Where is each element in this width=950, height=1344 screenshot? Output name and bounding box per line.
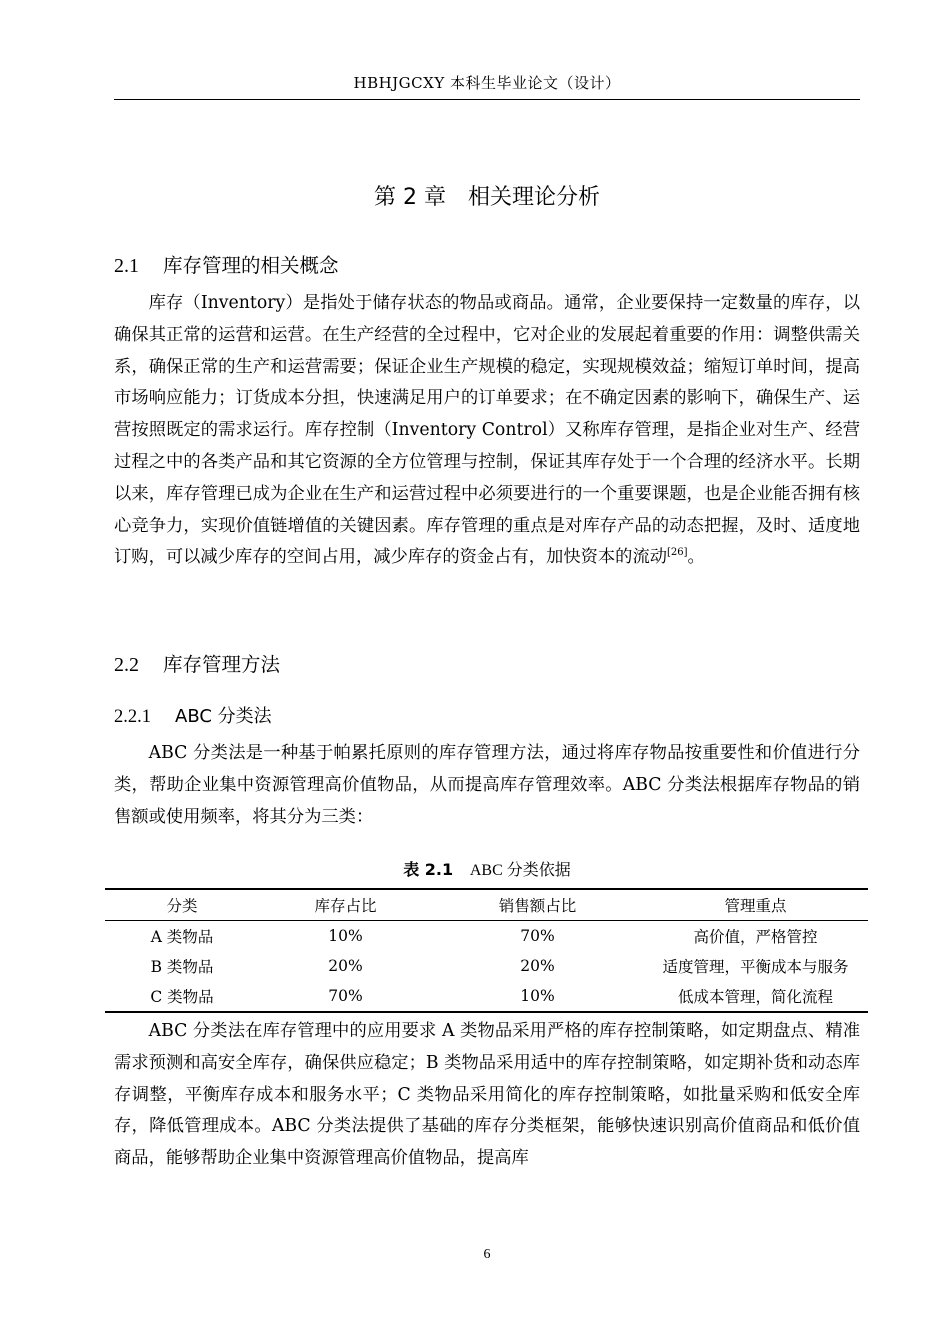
paragraph-text: 库存（Inventory）是指处于储存状态的物品或商品。通常，企业要保持一定数量的库存，以确保其正常的运营和运营。在生产经营的全过程中，它对企业的发展起着重要的作用：调整供需关系，确保正常的生产和运营需要；保证企业生产规模的稳定，实现规模效益；缩短订单时间，提高市场响应能力；订货成本分担，快速满足用户的订单要求；在不确定因素的影响下，确保生产、运营按照既定的需求运行。库存控制（Inventory Control）又称库存管理，是指企业对生产、经营过程之中的各类产品和其它资源的全方位管理与控制，保证其库存处于一个合理的经济水平。长期以来，库存管理已成为企业在生产和运营过程中必须要进行的一个重要课题，也是企业能否拥有核心竞争力，实现价值链增值的关键因素。库存管理的重点是对库存产品的动态把握，及时、适度地订购，可以减少库存的空间占用，减少库存的资金占有，加快资本的流动 [114,293,860,568]
table-header-row [105,889,868,921]
column-header-inventory-share: 库存占比 [314,897,377,915]
table-cell: 20% [328,957,363,975]
section-number: 2.2 [114,654,139,676]
table-cell: 低成本管理，简化流程 [677,988,833,1006]
section-title: 库存管理方法 [163,653,281,676]
table-row [105,921,868,952]
paragraph-end: 。 [687,547,705,568]
table-cell: 10% [328,927,363,945]
section-number: 2.1 [114,255,139,277]
table-caption-title: ABC 分类依据 [469,862,571,879]
paragraph-inventory-concept [114,288,860,574]
header-rule [114,99,860,100]
section-heading-2-2 [114,649,280,677]
paragraph-abc-application: ABC 分类法在库存管理中的应用要求 A 类物品采用严格的库存控制策略，如定期盘点、精准需求预测和高安全库存，确保供应稳定；B 类物品采用适中的库存控制策略，如定期补货和动态库存调整，平衡库存成本和服务水平；C 类物品采用简化的库存控制策略，如批量采购和低安全库存，降低管理成本。ABC 分类法提供了基础的库存分类框架，能够快速识别高价值商品和低价值商品，能够帮助企业集中资源管理高价值物品，提高库 [114,1021,860,1169]
table-cell: 70% [520,927,555,945]
table-cell: 10% [520,987,555,1005]
abc-classification-table [105,888,868,1013]
table-cell: 20% [520,957,555,975]
column-header-category: 分类 [166,897,198,915]
table-row [105,981,868,1012]
table-caption-label: 表 2.1 [403,860,454,879]
subsection-number: 2.2.1 [114,707,151,727]
subsection-heading-2-2-1 [114,702,272,728]
table-cell: 适度管理，平衡成本与服务 [662,958,849,976]
table-cell: 高价值，严格管控 [693,928,818,946]
table-row [105,951,868,981]
chapter-title: 第 2 章 相关理论分析 [374,185,600,210]
table-cell: A 类物品 [150,928,214,946]
page-header: HBHJGCXY 本科生毕业论文（设计） [353,74,621,92]
table-caption [114,857,860,880]
paragraph-abc-intro: ABC 分类法是一种基于帕累托原则的库存管理方法，通过将库存物品按重要性和价值进行分类，帮助企业集中资源管理高价值物品，从而提高库存管理效率。ABC 分类法根据库存物品的销售额或使用频率，将其分为三类： [114,743,860,827]
column-header-management-focus: 管理重点 [724,897,787,915]
citation-ref: [26] [667,547,688,559]
table-cell: C 类物品 [150,988,214,1006]
table-cell: B 类物品 [150,958,214,976]
column-header-sales-share: 销售额占比 [498,897,577,915]
subsection-title: ABC 分类法 [175,706,272,727]
table-cell: 70% [328,987,363,1005]
section-title: 库存管理的相关概念 [163,254,339,277]
page-number: 6 [483,1247,491,1262]
section-heading-2-1 [114,250,339,278]
